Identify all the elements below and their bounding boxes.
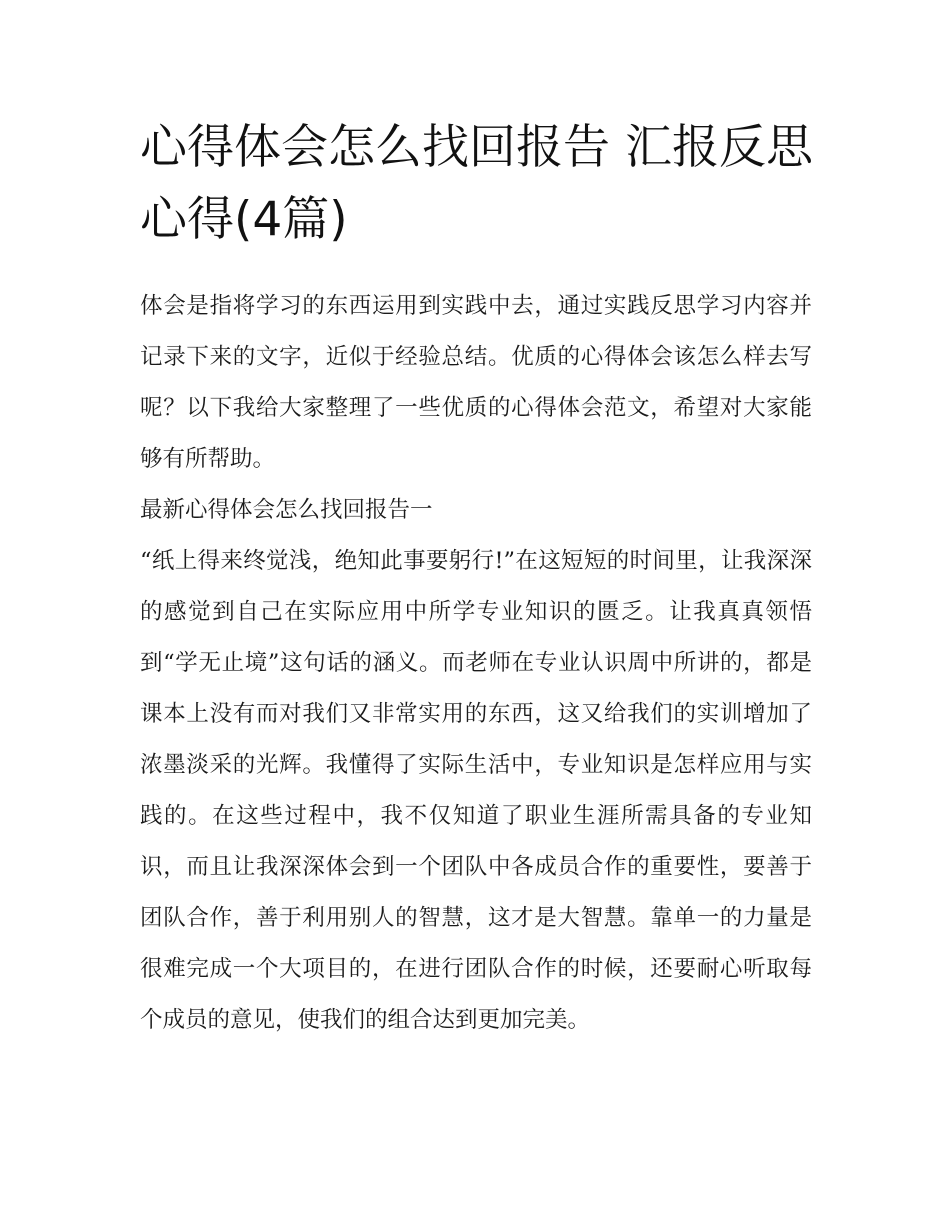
intro-paragraph: 体会是指将学习的东西运用到实践中去，通过实践反思学习内容并记录下来的文字，近似于经验总结。优质的心得体会该怎么样去写呢？以下我给大家整理了一些优质的心得体会范文，希望对大家能够有所帮助。	[140, 293, 812, 472]
body-paragraph: “纸上得来终觉浅，绝知此事要躬行!”在这短短的时间里，让我深深的感觉到自己在实际应用中所学专业知识的匮乏。让我真真领悟到“学无止境”这句话的涵义。而老师在专业认识周中所讲的，都是课本上没有而对我们又非常实用的东西，这又给我们的实训增加了浓墨淡采的光辉。我懂得了实际生活中，专业知识是怎样应用与实践的。在这些过程中，我不仅知道了职业生涯所需具备的专业知识，而且让我深深体会到一个团队中各成员合作的重要性，要善于团队合作，善于利用别人的智慧，这才是大智慧。靠单一的力量是很难完成一个大项目的，在进行团队合作的时候，还要耐心听取每个成员的意见，使我们的组合达到更加完美。	[140, 548, 812, 1033]
section-heading: 最新心得体会怎么找回报告一	[140, 497, 433, 523]
document-title: 心得体会怎么找回报告 汇报反思心得(4篇)	[140, 120, 813, 247]
document-body	[140, 281, 812, 1046]
